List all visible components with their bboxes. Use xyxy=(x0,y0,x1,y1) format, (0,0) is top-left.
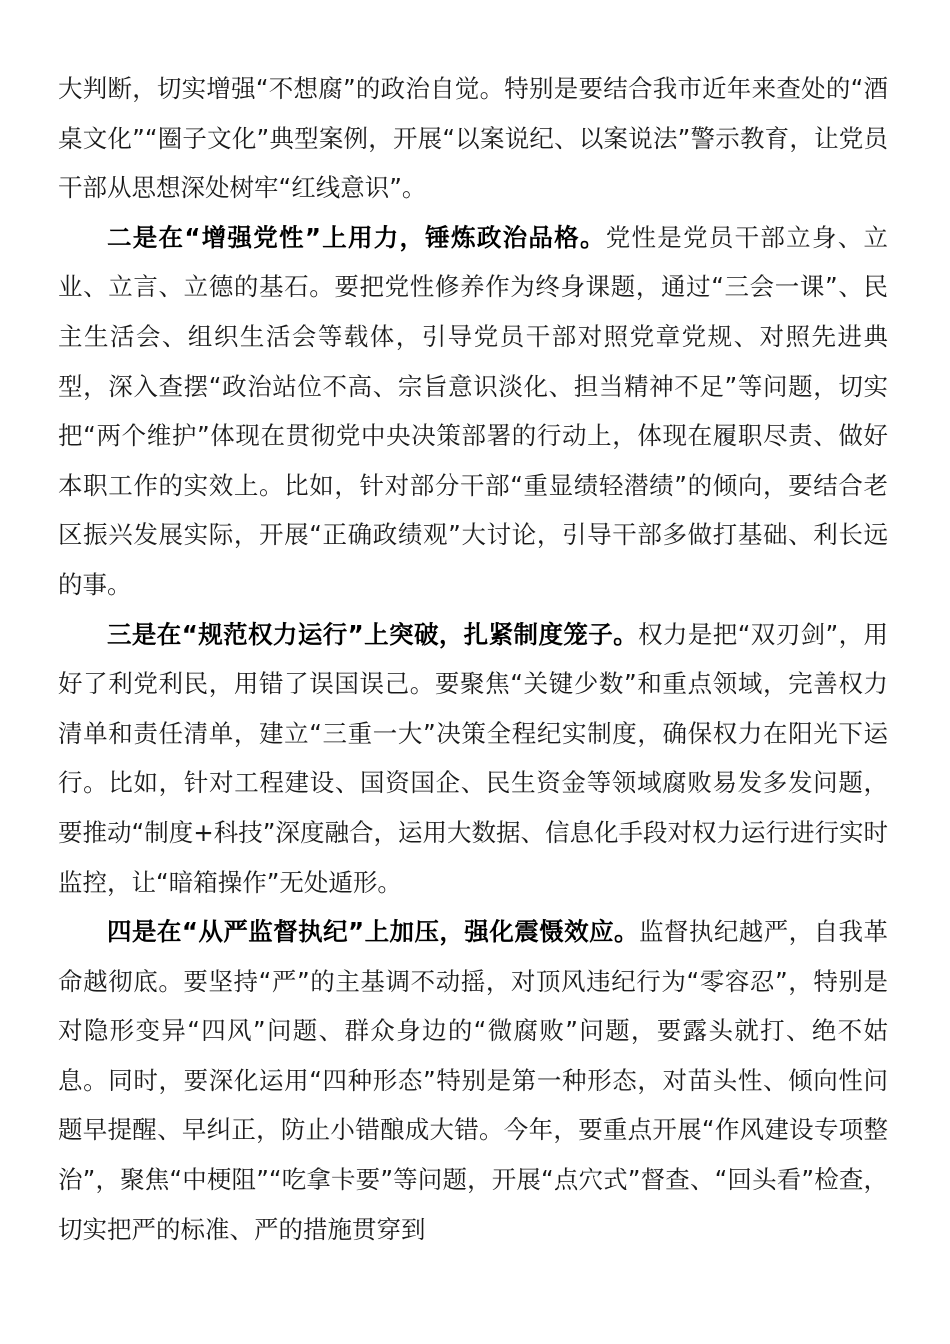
paragraph-text: 权力是把“双刃剑”，用好了利党利民，用错了误国误己。要聚焦“关键少数”和重点领域，完善权力清单和责任清单，建立“三重一大”决策全程纪实制度，确保权力在阳光下运行。比如，针对工程建设、国资国企、民生资金等领域腐败易发多发问题，要推动“制度+科技”深度融合，运用大数据、信息化手段对权力运行进行实时监控，让“暗箱操作”无处遁形。 xyxy=(58,619,888,897)
paragraph-text: 监督执纪越严，自我革命越彻底。要坚持“严”的主基调不动摇，对顶风违纪行为“零容忍”，特别是对隐形变异“四风”问题、群众身边的“微腐败”问题，要露头就打、绝不姑息。同时，要深化运用“四种形态”特别是第一种形态，对苗头性、倾向性问题早提醒、早纠正，防止小错酿成大错。今年，要重点开展“作风建设专项整治”，聚焦“中梗阻”“吃拿卡要”等问题，开展“点穴式”督查、“回头看”检查，切实把严的标准、严的措施贯穿到 xyxy=(58,917,889,1244)
paragraph-point-4 xyxy=(58,907,888,1254)
paragraph-text: 党性是党员干部立身、立业、立言、立德的基石。要把党性修养作为终身课题，通过“三会一课”、民主生活会、组织生活会等载体，引导党员干部对照党章党规、对照先进典型，深入查摆“政治站位不高、宗旨意识淡化、担当精神不足”等问题，切实把“两个维护”体现在贯彻党中央决策部署的行动上，体现在履职尽责、做好本职工作的实效上。比如，针对部分干部“重显绩轻潜绩”的倾向，要结合老区振兴发展实际，开展“正确政绩观”大讨论，引导干部多做打基础、利长远的事。 xyxy=(58,222,888,599)
paragraph-lead: 二是在“增强党性”上用力，锤炼政治品格。 xyxy=(107,222,606,252)
paragraph-continuation xyxy=(58,64,888,213)
paragraph-text: 大判断，切实增强“不想腐”的政治自觉。特别是要结合我市近年来查处的“酒桌文化”“圈子文化”典型案例，开展“以案说纪、以案说法”警示教育，让党员干部从思想深处树牢“红线意识”。 xyxy=(58,74,888,203)
paragraph-point-3 xyxy=(58,610,888,908)
paragraph-lead: 三是在“规范权力运行”上突破，扎紧制度笼子。 xyxy=(107,619,639,649)
paragraph-lead: 四是在“从严监督执纪”上加压，强化震慑效应。 xyxy=(107,917,639,947)
paragraph-point-2 xyxy=(58,213,888,610)
document-body xyxy=(58,64,888,1254)
